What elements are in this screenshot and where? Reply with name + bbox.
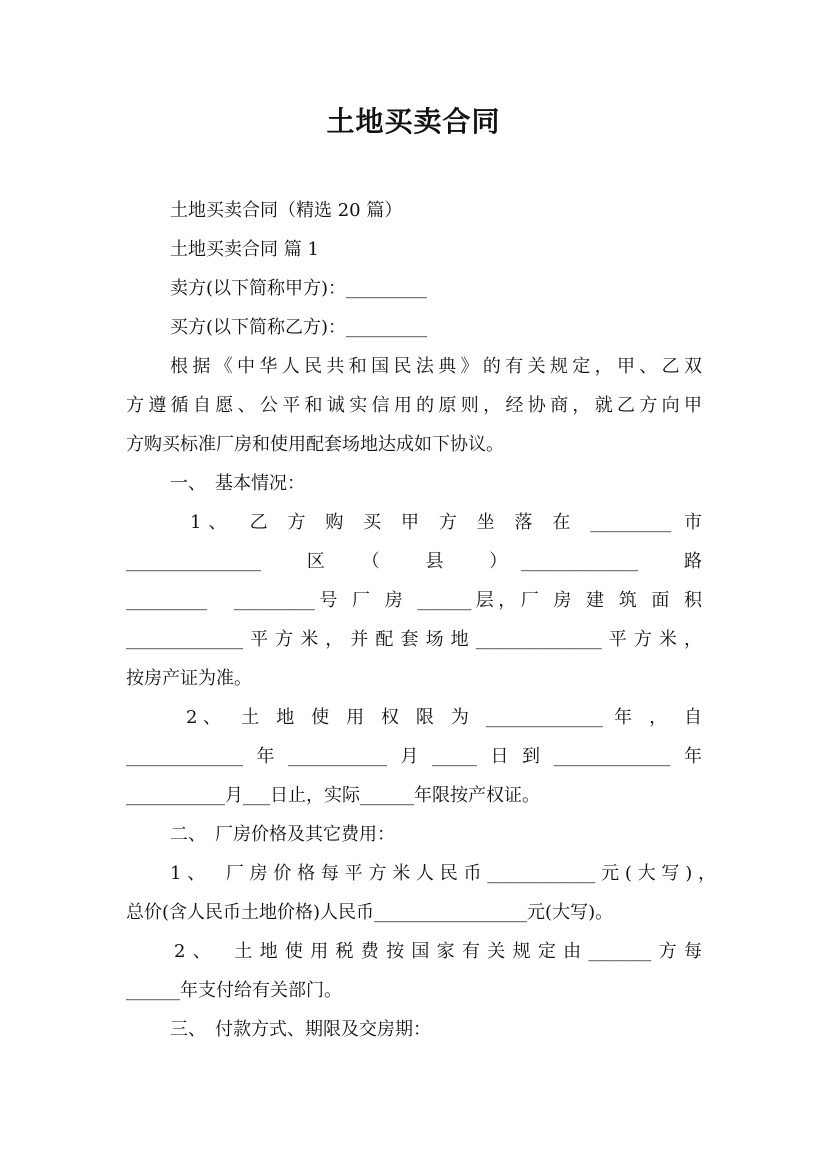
paragraph-line: 按房产证为准。 <box>126 668 252 689</box>
paragraph-line: 1、 厂房价格每平方米人民币____________元(大写)， <box>170 863 716 884</box>
seller-line: 卖方(以下简称甲方)：_________ <box>170 278 428 299</box>
paragraph-line: 总价(含人民币土地价格)人民币_________________元(大写)。 <box>126 902 614 923</box>
subtitle-line: 土地买卖合同（精选 20 篇） <box>170 200 403 221</box>
paragraph-line: 2、 土 地 使 用 权 限 为 _____________ 年 ， 自 <box>186 707 702 728</box>
clause-heading: 三、 付款方式、期限及交房期： <box>170 1019 431 1040</box>
paragraph-line: 根据《中华人民共和国民法典》的有关规定，甲、乙双 <box>170 356 702 377</box>
clause-heading: 一、 基本情况： <box>170 473 305 494</box>
document-title: 土地买卖合同 <box>326 105 501 138</box>
paragraph-line: 方遵循自愿、公平和诚实信用的原则，经协商，就乙方向甲 <box>126 395 702 416</box>
clause-heading: 二、 厂房价格及其它费用： <box>170 824 395 845</box>
paragraph-line: 1、 乙 方 购 买 甲 方 坐 落 在 _________ 市 <box>190 512 702 533</box>
paragraph-line: _____________平方米，并配套场地______________平方米， <box>126 629 702 650</box>
buyer-line: 买方(以下简称乙方)：_________ <box>170 317 428 338</box>
paragraph-line: ______年支付给有关部门。 <box>126 980 342 1001</box>
paragraph-line: _______________ 区 （ 县 ）_____________ 路 <box>126 551 702 572</box>
paragraph-line: _____________年___________月_____日到_____________年 <box>126 746 702 767</box>
paragraph-line: _________ _________号 厂 房 ______层，厂 房 建 筑 面 积 <box>126 590 702 611</box>
paragraph-line: 方购买标准厂房和使用配套场地达成如下协议。 <box>126 434 504 455</box>
paragraph-line: ___________月___日止，实际______年限按产权证。 <box>126 785 540 806</box>
section-heading: 土地买卖合同 篇 1 <box>170 239 319 260</box>
paragraph-line: 2、 土地使用税费按国家有关规定由_______方每 <box>174 941 702 962</box>
